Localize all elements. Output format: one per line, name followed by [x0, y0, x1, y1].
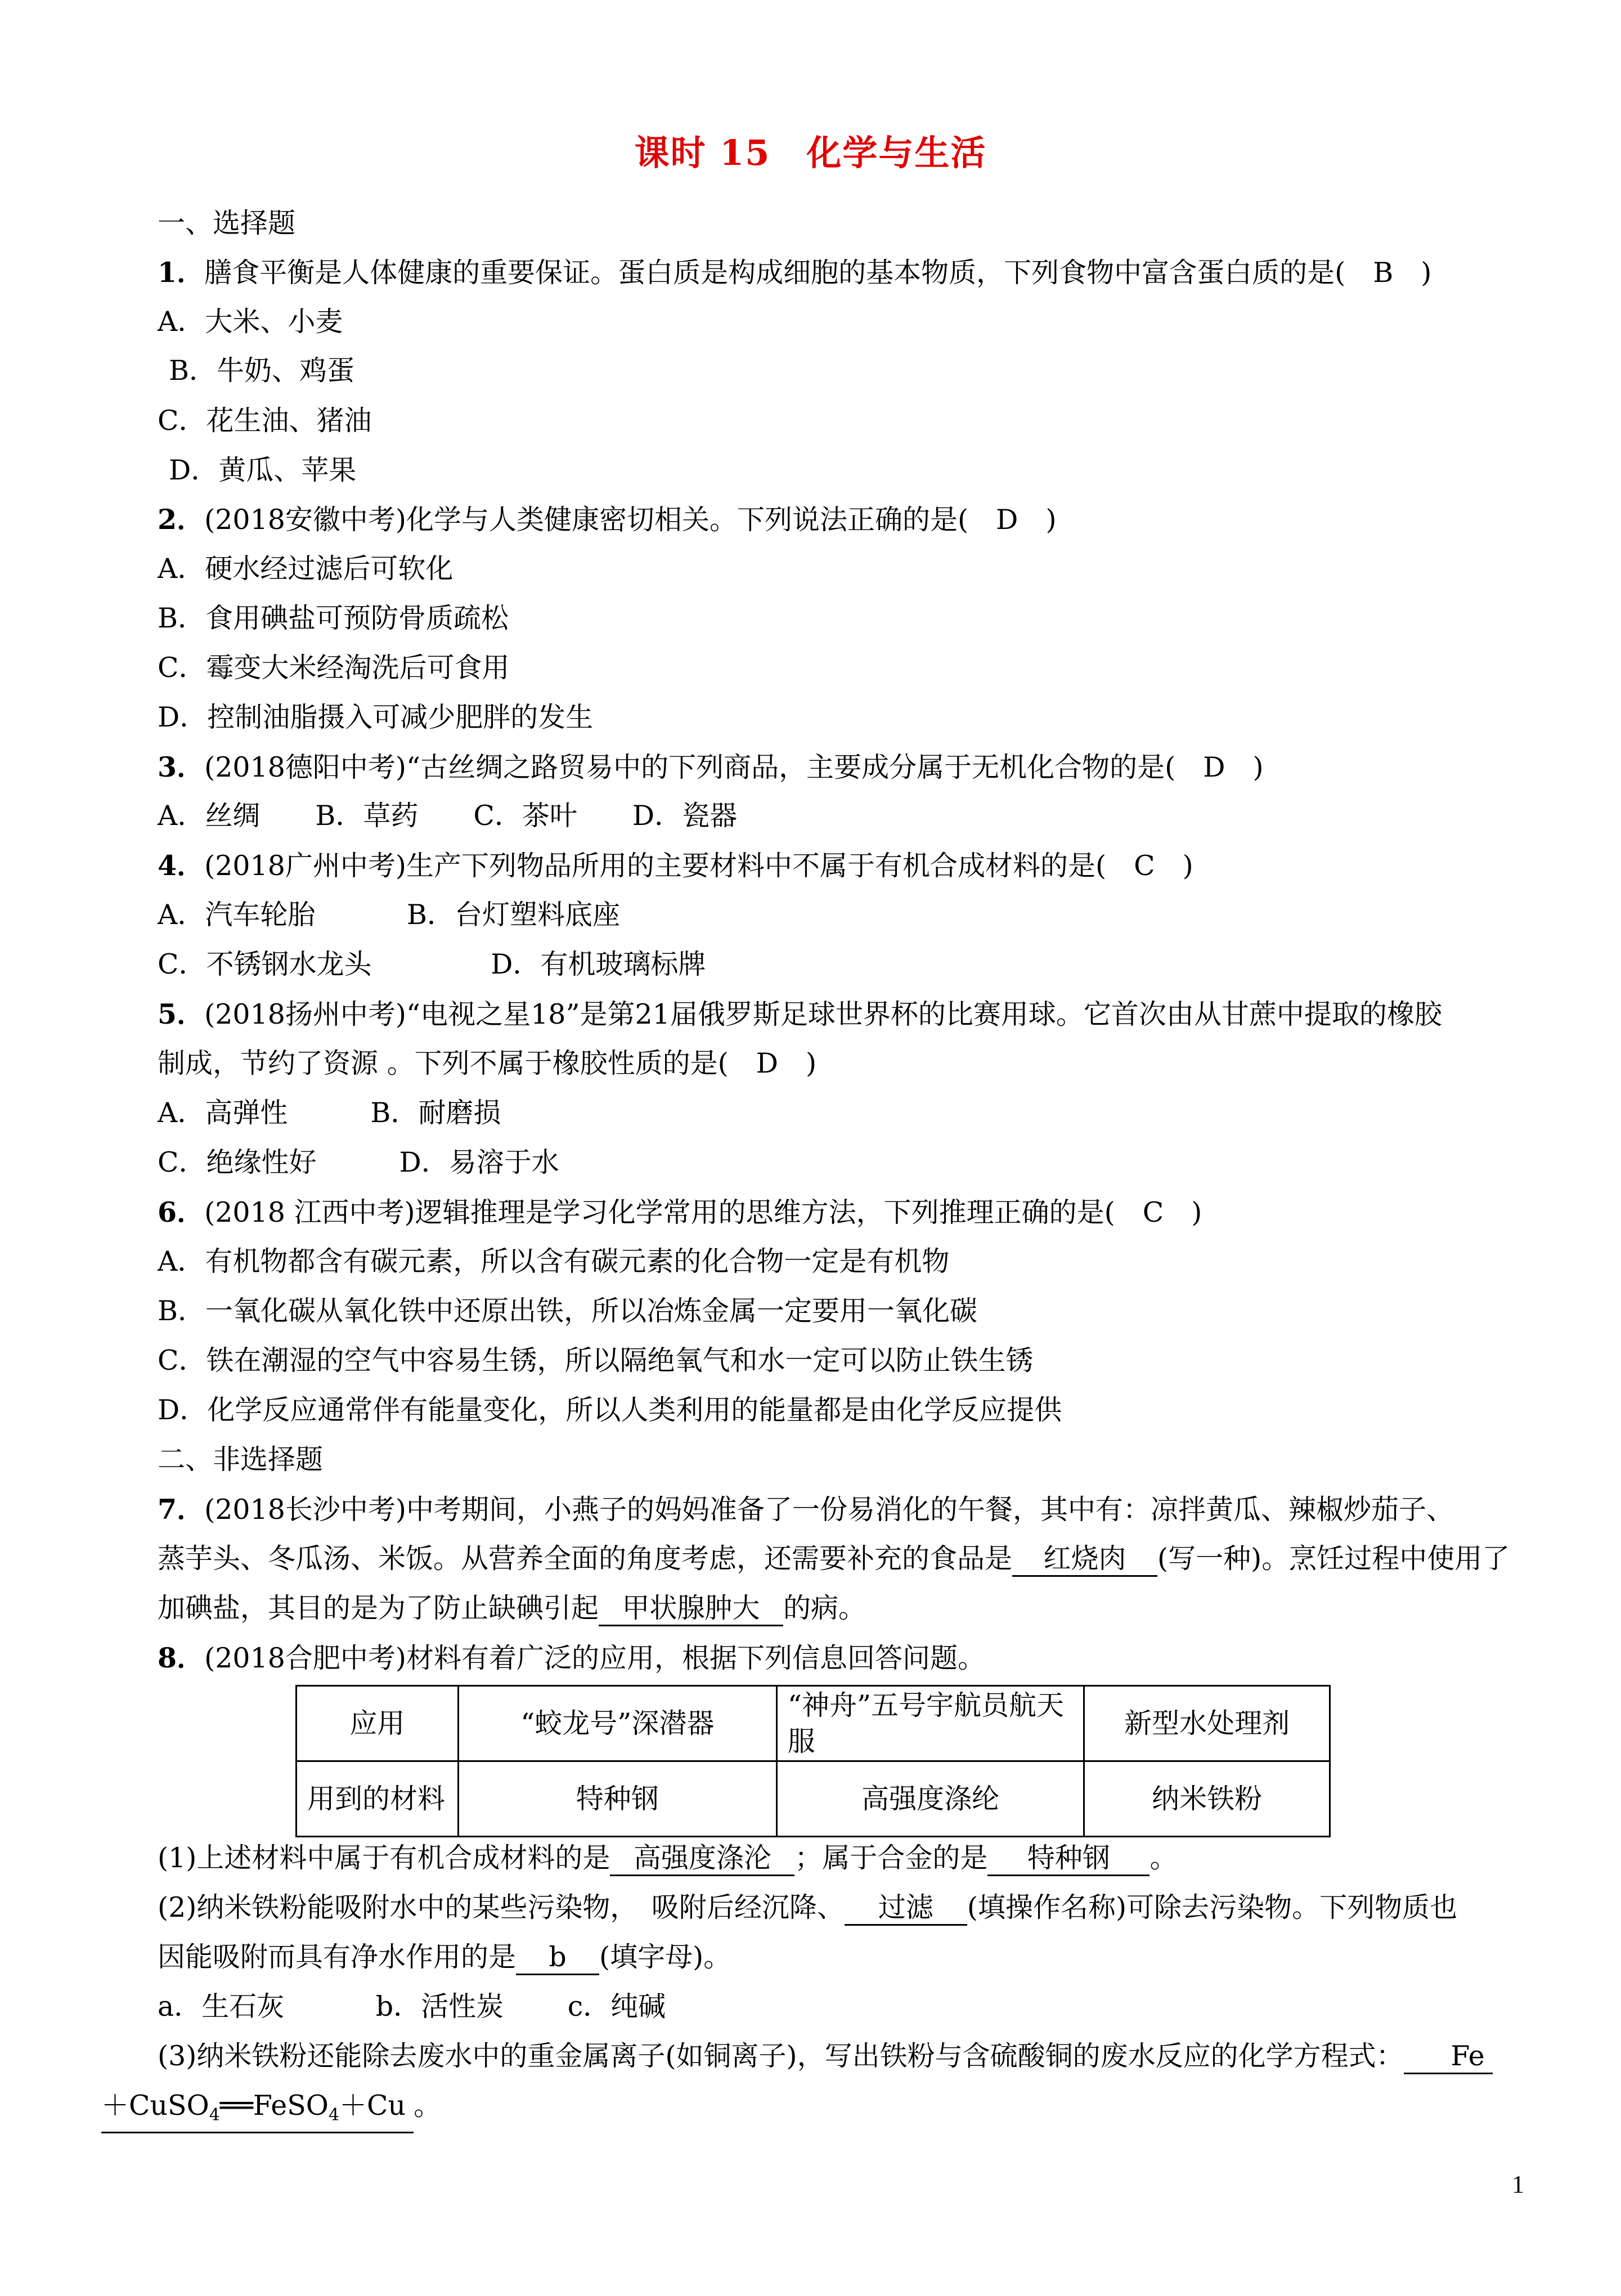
text: (填操作名称)可除去污染物。下列物质也	[967, 1891, 1458, 1923]
question-number: 8．	[158, 1642, 205, 1674]
question-number: 4．	[158, 849, 205, 882]
question-number: 1．	[158, 256, 205, 289]
text: 。	[414, 2089, 442, 2122]
section-heading-nonchoice: 二、非选择题	[158, 1443, 324, 1476]
equation-part: ＋Cu	[339, 2089, 406, 2122]
option-d: D．控制油脂摄入可减少肥胖的发生	[158, 701, 594, 733]
answer-blank: 甲状腺肿大	[599, 1592, 783, 1626]
text: (1)上述材料中属于有机合成材料的是	[158, 1842, 610, 1874]
question-2	[158, 501, 1057, 538]
sub-question-2-line-2	[158, 1939, 731, 1975]
options-row: C．不锈钢水龙头 D．有机玻璃标牌	[158, 948, 706, 980]
question-3	[158, 749, 1264, 786]
text: (写一种)。烹饪过程中使用了	[1157, 1542, 1510, 1575]
question-7-line-2	[158, 1541, 1510, 1577]
text: 的病。	[783, 1592, 866, 1624]
sub-question-1	[158, 1840, 1177, 1876]
question-stem: 膳食平衡是人体健康的重要保证。蛋白质是构成细胞的基本物质，下列食物中富含蛋白质的是( B )	[204, 257, 1432, 289]
text: 因能吸附而具有净水作用的是	[158, 1941, 517, 1973]
question-stem: (2018合肥中考)材料有着广泛的应用，根据下列信息回答问题。	[204, 1642, 986, 1674]
option-d: D．化学反应通常伴有能量变化，所以人类利用的能量都是由化学反应提供	[158, 1394, 1062, 1426]
subscript: 4	[328, 2105, 340, 2125]
text: 。	[1149, 1842, 1178, 1874]
question-1	[158, 254, 1431, 291]
options-row: A．丝绸 B．草药 C．茶叶 D．瓷器	[158, 800, 738, 832]
question-stem-continued: 制成，节约了资源 。下列不属于橡胶性质的是( D )	[158, 1047, 817, 1079]
question-stem: (2018安徽中考)化学与人类健康密切相关。下列说法正确的是( D )	[204, 504, 1057, 536]
table-cell: 特种钢	[458, 1761, 776, 1837]
answer-blank: 高强度涤沦	[610, 1842, 794, 1876]
text: 蒸芋头、冬瓜汤、米饭。从营养全面的角度考虑，还需要补充的食品是	[158, 1542, 1013, 1575]
section-heading-choice: 一、选择题	[158, 207, 296, 239]
answer-blank: 过滤	[845, 1891, 967, 1926]
text: (3)纳米铁粉还能除去废水中的重金属离子(如铜离子)，写出铁粉与含硫酸铜的废水反应的化学方程式：	[158, 2040, 1404, 2072]
sub-question-3	[158, 2038, 1493, 2074]
option-c: C．花生油、猪油	[158, 405, 372, 437]
equation-part: ══FeSO	[219, 2089, 329, 2122]
question-number: 6．	[158, 1196, 205, 1228]
option-a: A．大米、小麦	[158, 306, 343, 338]
sub-question-2	[158, 1890, 1457, 1926]
option-c: C．霉变大米经淘洗后可食用	[158, 652, 510, 684]
equation-part: ＋CuSO	[101, 2089, 209, 2122]
options-row: a．生石灰 b．活性炭 c．纯碱	[158, 1990, 666, 2023]
question-6	[158, 1194, 1202, 1231]
option-c: C．铁在潮湿的空气中容易生锈，所以隔绝氧气和水一定可以防止铁生锈	[158, 1344, 1034, 1376]
option-a: A．有机物都含有碳元素，所以含有碳元素的化合物一定是有机物	[158, 1245, 950, 1277]
table-cell: 高强度涤纶	[776, 1761, 1084, 1837]
question-number: 5．	[158, 998, 205, 1030]
option-b: B．一氧化碳从氧化铁中还原出铁，所以冶炼金属一定要用一氧化碳	[158, 1295, 978, 1327]
question-7-line-3	[158, 1590, 866, 1626]
table-cell: 新型水处理剂	[1084, 1686, 1330, 1761]
text: ；属于合金的是	[794, 1842, 988, 1874]
question-8	[158, 1640, 985, 1676]
question-stem: (2018德阳中考)“古丝绸之路贸易中的下列商品，主要成分属于无机化合物的是( D )	[204, 751, 1264, 783]
answer-blank: 红烧肉	[1012, 1542, 1157, 1577]
question-7	[158, 1491, 1454, 1528]
options-row: C．绝缘性好 D．易溶于水	[158, 1146, 559, 1178]
chemical-equation-line	[101, 2088, 441, 2133]
question-stem: (2018扬州中考)“电视之星18”是第21届俄罗斯足球世界杯的比赛用球。它首次由从甘蔗中提取的橡胶	[204, 998, 1442, 1030]
table-cell: “神舟”五号宇航员航天服	[776, 1686, 1084, 1761]
question-stem: (2018长沙中考)中考期间，小燕子的妈妈准备了一份易消化的午餐，其中有：凉拌黄瓜、辣椒炒茄子、	[204, 1494, 1454, 1526]
option-b: B．牛奶、鸡蛋	[169, 355, 355, 387]
options-row: A．高弹性 B．耐磨损	[158, 1097, 501, 1129]
text: (填字母)。	[599, 1941, 731, 1973]
table-row	[297, 1686, 1330, 1761]
question-number: 7．	[158, 1493, 205, 1526]
question-4	[158, 847, 1193, 884]
question-stem: (2018广州中考)生产下列物品所用的主要材料中不属于有机合成材料的是( C )	[204, 850, 1193, 882]
option-a: A．硬水经过滤后可软化	[158, 553, 453, 585]
answer-blank: Fe	[1404, 2040, 1493, 2074]
question-stem: (2018 江西中考)逻辑推理是学习化学常用的思维方法，下列推理正确的是( C )	[204, 1196, 1202, 1228]
options-row: A．汽车轮胎 B．台灯塑料底座	[158, 899, 620, 931]
text: 加碘盐，其目的是为了防止缺碘引起	[158, 1592, 599, 1624]
question-number: 2．	[158, 503, 205, 536]
question-5	[158, 996, 1442, 1033]
text: (2)纳米铁粉能吸附水中的某些污染物， 吸附后经沉降、	[158, 1891, 845, 1923]
answer-blank: 特种钢	[987, 1842, 1149, 1876]
subscript: 4	[209, 2105, 220, 2125]
table-row	[297, 1761, 1330, 1837]
table-cell: 用到的材料	[297, 1761, 459, 1837]
table-cell: 应用	[297, 1686, 459, 1761]
answer-blank	[101, 2089, 414, 2133]
table-cell: 纳米铁粉	[1084, 1761, 1330, 1837]
option-d: D．黄瓜、苹果	[169, 454, 357, 486]
answer-blank: b	[516, 1941, 599, 1975]
page-number: 1	[1512, 2171, 1524, 2198]
page-title: 课时 15 化学与生活	[634, 132, 987, 173]
question-number: 3．	[158, 751, 205, 783]
materials-table	[295, 1685, 1331, 1837]
table-cell: “蛟龙号”深潜器	[458, 1686, 776, 1761]
option-b: B．食用碘盐可预防骨质疏松	[158, 602, 509, 634]
